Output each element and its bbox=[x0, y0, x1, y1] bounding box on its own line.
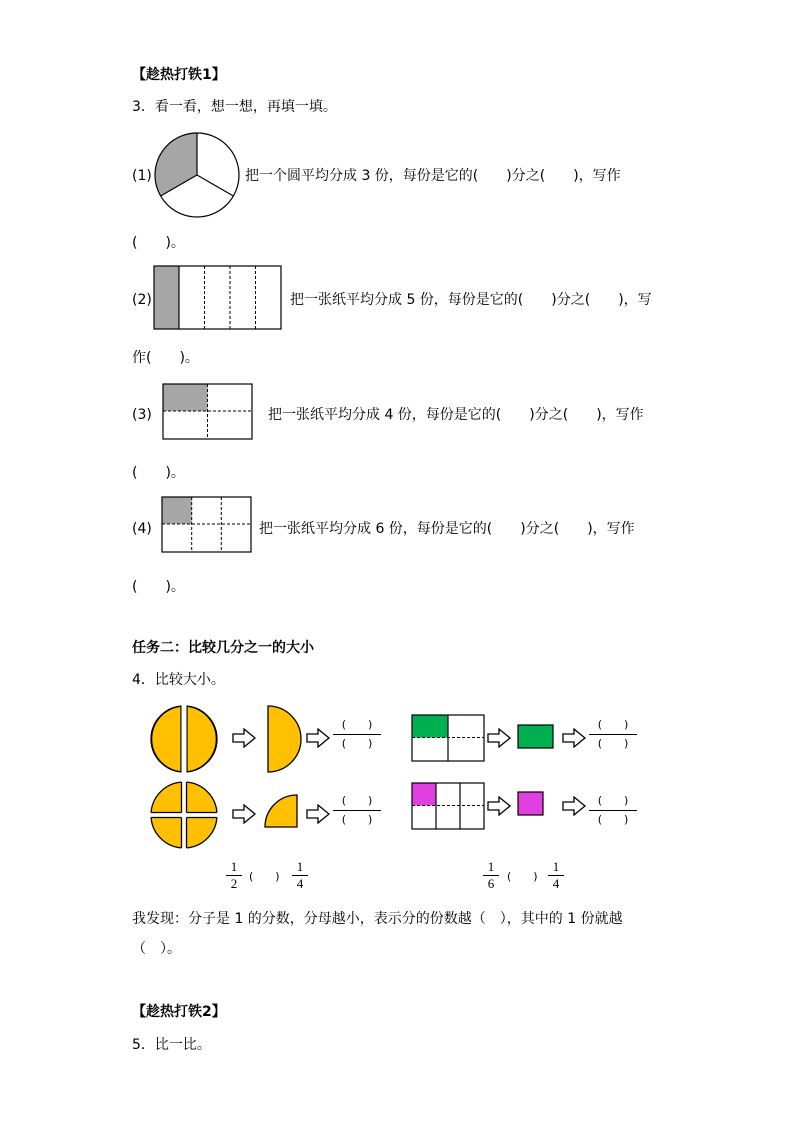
arrow-right-icon bbox=[562, 728, 586, 748]
numerator-blank[interactable]: ( ) bbox=[597, 794, 629, 807]
item-1-text: 把一个圆平均分成 3 份，每份是它的( )分之( )，写作 bbox=[245, 168, 621, 184]
numerator-blank[interactable]: ( ) bbox=[341, 718, 373, 731]
item-2-number: (2) bbox=[132, 292, 152, 308]
item-3-number: (3) bbox=[132, 407, 152, 423]
arrow-right-icon bbox=[306, 728, 330, 748]
item-4-answer-line: ( )。 bbox=[132, 579, 185, 595]
quarter-circle-piece bbox=[262, 793, 300, 829]
circle-halves-figure bbox=[148, 703, 220, 775]
arrow-right-icon bbox=[306, 804, 330, 824]
question-3-title: 3．看一看，想一想，再填一填。 bbox=[132, 99, 337, 115]
denominator-blank[interactable]: ( ) bbox=[341, 737, 373, 750]
green-quarter-piece bbox=[517, 724, 555, 750]
fraction-one-half: 1 2 bbox=[226, 860, 242, 891]
rect-sixths-figure bbox=[161, 496, 253, 553]
fraction-one-quarter: 1 4 bbox=[292, 860, 308, 891]
conclusion-line-2: （ ）。 bbox=[132, 941, 181, 957]
task-2-heading: 任务二：比较几分之一的大小 bbox=[132, 640, 314, 656]
magenta-sixth-piece bbox=[517, 791, 545, 817]
arrow-right-icon bbox=[487, 728, 511, 748]
item-3-text: 把一张纸平均分成 4 份，每份是它的( )分之( )，写作 bbox=[268, 407, 644, 423]
arrow-right-icon bbox=[232, 804, 256, 824]
denominator-blank[interactable]: ( ) bbox=[597, 737, 629, 750]
item-1-answer-line: ( )。 bbox=[132, 235, 185, 251]
numerator-blank[interactable]: ( ) bbox=[597, 718, 629, 731]
item-2-text: 把一张纸平均分成 5 份，每份是它的( )分之( )，写 bbox=[290, 292, 652, 308]
compare-blank[interactable]: ( ) bbox=[249, 870, 280, 883]
question-5-title: 5．比一比。 bbox=[132, 1037, 211, 1053]
conclusion-line-1: 我发现：分子是 1 的分数，分母越小，表示分的份数越（ ），其中的 1 份就越 bbox=[132, 911, 623, 927]
item-4-number: (4) bbox=[132, 521, 152, 537]
circle-quarters-figure bbox=[148, 779, 220, 851]
fraction-blank bbox=[589, 794, 637, 827]
fraction-one-quarter: 1 4 bbox=[548, 860, 564, 891]
arrow-right-icon bbox=[562, 796, 586, 816]
denominator-blank[interactable]: ( ) bbox=[597, 813, 629, 826]
item-2-answer-line: 作( )。 bbox=[132, 350, 199, 366]
item-4-text: 把一张纸平均分成 6 份，每份是它的( )分之( )，写作 bbox=[259, 521, 635, 537]
question-4-title: 4．比较大小。 bbox=[132, 672, 225, 688]
fraction-blank bbox=[589, 718, 637, 751]
circle-thirds-figure bbox=[153, 131, 241, 219]
magenta-rect-sixths-figure bbox=[411, 782, 485, 830]
strip-fifths-figure bbox=[153, 265, 283, 331]
section-heading-2: 【趁热打铁2】 bbox=[132, 1004, 226, 1020]
compare-blank[interactable]: ( ) bbox=[507, 870, 538, 883]
arrow-right-icon bbox=[487, 796, 511, 816]
fraction-blank bbox=[333, 718, 381, 751]
item-1-number: (1) bbox=[132, 168, 152, 184]
denominator-blank[interactable]: ( ) bbox=[341, 813, 373, 826]
fraction-one-sixth: 1 6 bbox=[483, 860, 499, 891]
green-rect-quarters-figure bbox=[411, 714, 485, 762]
arrow-right-icon bbox=[232, 728, 256, 748]
section-heading-1: 【趁热打铁1】 bbox=[132, 67, 226, 83]
half-circle-piece bbox=[266, 704, 304, 774]
rect-quarters-figure bbox=[162, 383, 253, 440]
item-3-answer-line: ( )。 bbox=[132, 465, 185, 481]
numerator-blank[interactable]: ( ) bbox=[341, 794, 373, 807]
fraction-blank bbox=[333, 794, 381, 827]
